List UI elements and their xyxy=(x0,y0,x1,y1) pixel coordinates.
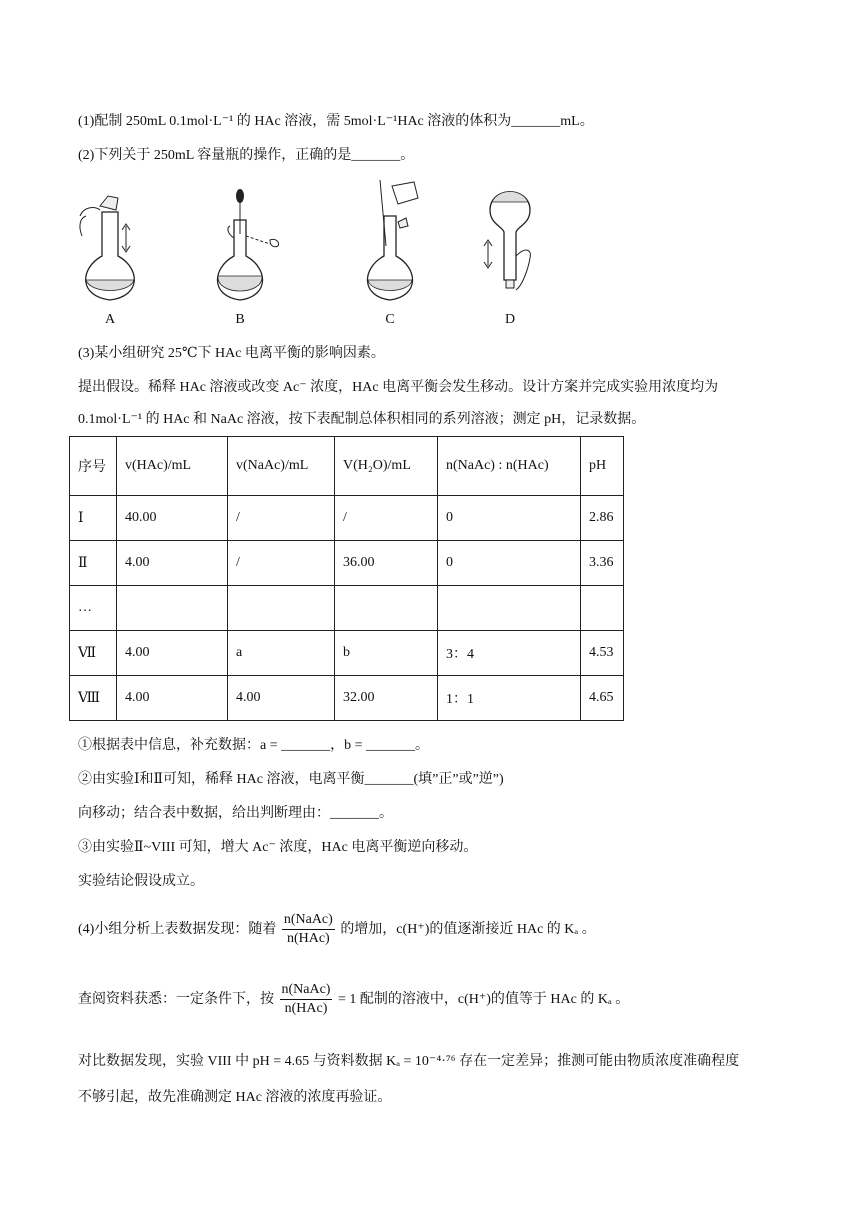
question-1: (1)配制 250mL 0.1mol·L⁻¹ 的 HAc 溶液，需 5mol·L⁻¹HAc 溶液的体积为_______mL。 xyxy=(78,114,594,129)
table-row xyxy=(70,496,624,541)
table-cell: 32.00 xyxy=(335,676,438,721)
header-v-naac: v(NaAc)/mL xyxy=(228,437,335,496)
table-cell xyxy=(228,586,335,631)
question-3-hypothesis: 提出假设。稀释 HAc 溶液或改变 Ac⁻ 浓度，HAc 电离平衡会发生移动。设计方案并完成实验用浓度均为 xyxy=(78,380,719,395)
table-row xyxy=(70,586,624,631)
table-cell: 36.00 xyxy=(335,541,438,586)
table-cell xyxy=(438,586,581,631)
fraction-numerator: n(NaAc) xyxy=(282,911,335,930)
sub-question-2: ②由实验Ⅰ和Ⅱ可知，稀释 HAc 溶液，电离平衡_______(填”正”或”逆”) xyxy=(78,772,504,787)
conclusion: 实验结论假设成立。 xyxy=(78,874,204,889)
figure-d xyxy=(460,176,560,336)
table-cell: / xyxy=(228,496,335,541)
volumetric-flask-d-icon xyxy=(460,176,560,306)
table-cell: 4.00 xyxy=(117,631,228,676)
figure-a xyxy=(60,176,160,336)
volumetric-flask-c-icon xyxy=(340,176,440,306)
table-cell: 40.00 xyxy=(117,496,228,541)
header-index: 序号 xyxy=(70,437,117,496)
fraction-denominator: n(HAc) xyxy=(284,1001,328,1017)
header-ph: pH xyxy=(581,437,624,496)
table-cell: 2.86 xyxy=(581,496,624,541)
figure-label-a: A xyxy=(104,312,116,327)
ratio-fraction xyxy=(282,911,335,948)
sub-question-2-cont: 向移动；结合表中数据，给出判断理由：_______。 xyxy=(78,806,393,821)
table-cell: … xyxy=(70,586,117,631)
fraction-numerator: n(NaAc) xyxy=(280,981,333,1000)
table-cell: / xyxy=(335,496,438,541)
flask-figures xyxy=(60,176,580,336)
table-cell: 4.00 xyxy=(117,676,228,721)
figure-c xyxy=(340,176,440,336)
reference-pre: 查阅资料获悉：一定条件下，按 xyxy=(78,992,274,1007)
table-cell: Ⅷ xyxy=(70,676,117,721)
header-v-hac: v(HAc)/mL xyxy=(117,437,228,496)
table-cell: 0 xyxy=(438,541,581,586)
table-row xyxy=(70,541,624,586)
table-cell xyxy=(117,586,228,631)
volumetric-flask-a-icon xyxy=(60,176,160,306)
table-cell: 3.36 xyxy=(581,541,624,586)
question-2: (2)下列关于 250mL 容量瓶的操作，正确的是_______。 xyxy=(78,148,415,163)
reference-post: = 1 配制的溶液中，c(H⁺)的值等于 HAc 的 Kₐ 。 xyxy=(337,992,630,1007)
table-header-row xyxy=(70,437,624,496)
table-cell: 4.65 xyxy=(581,676,624,721)
header-v-h2o: V(H₂O)/mL xyxy=(335,437,438,496)
table-cell: 3：4 xyxy=(438,631,581,676)
table-cell: 1：1 xyxy=(438,676,581,721)
question-3-title: (3)某小组研究 25℃下 HAc 电离平衡的影响因素。 xyxy=(78,346,385,361)
table-cell: 0 xyxy=(438,496,581,541)
fraction-denominator: n(HAc) xyxy=(286,931,330,947)
data-table xyxy=(69,436,624,721)
table-cell: b xyxy=(335,631,438,676)
table-cell: 4.00 xyxy=(117,541,228,586)
ratio-fraction xyxy=(280,981,333,1018)
figure-label-d: D xyxy=(504,312,516,327)
table-cell: 4.53 xyxy=(581,631,624,676)
comparison-line-2: 不够引起，故先准确测定 HAc 溶液的浓度再验证。 xyxy=(78,1090,392,1105)
table-cell xyxy=(335,586,438,631)
table-row xyxy=(70,676,624,721)
question-3-hypothesis-cont: 0.1mol·L⁻¹ 的 HAc 和 NaAc 溶液，按下表配制总体积相同的系列溶液；测定 pH，记录数据。 xyxy=(78,412,646,427)
question-4-post: 的增加，c(H⁺)的值逐渐接近 HAc 的 Kₐ 。 xyxy=(340,922,596,937)
volumetric-flask-b-icon xyxy=(190,176,290,306)
header-ratio: n(NaAc) : n(HAc) xyxy=(438,437,581,496)
reference-line xyxy=(78,980,629,1020)
table-cell xyxy=(581,586,624,631)
table-cell: a xyxy=(228,631,335,676)
table-row xyxy=(70,631,624,676)
sub-question-3: ③由实验Ⅱ~VIII 可知，增大 Ac⁻ 浓度，HAc 电离平衡逆向移动。 xyxy=(78,840,478,855)
figure-label-c: C xyxy=(385,312,395,327)
table-cell: 4.00 xyxy=(228,676,335,721)
question-4 xyxy=(78,910,596,950)
comparison-line-1: 对比数据发现，实验 VIII 中 pH = 4.65 与资料数据 Kₐ = 10⁻⁴·⁷⁶ 存在一定差异；推测可能由物质浓度准确程度 xyxy=(78,1054,740,1069)
figure-b xyxy=(190,176,290,336)
sub-question-1: ①根据表中信息，补充数据：a = _______，b = _______。 xyxy=(78,738,430,753)
figure-label-b: B xyxy=(235,312,245,327)
table-cell: Ⅱ xyxy=(70,541,117,586)
table-cell: Ⅰ xyxy=(70,496,117,541)
question-4-pre: (4)小组分析上表数据发现：随着 xyxy=(78,922,277,937)
table-cell: / xyxy=(228,541,335,586)
table-cell: Ⅶ xyxy=(70,631,117,676)
